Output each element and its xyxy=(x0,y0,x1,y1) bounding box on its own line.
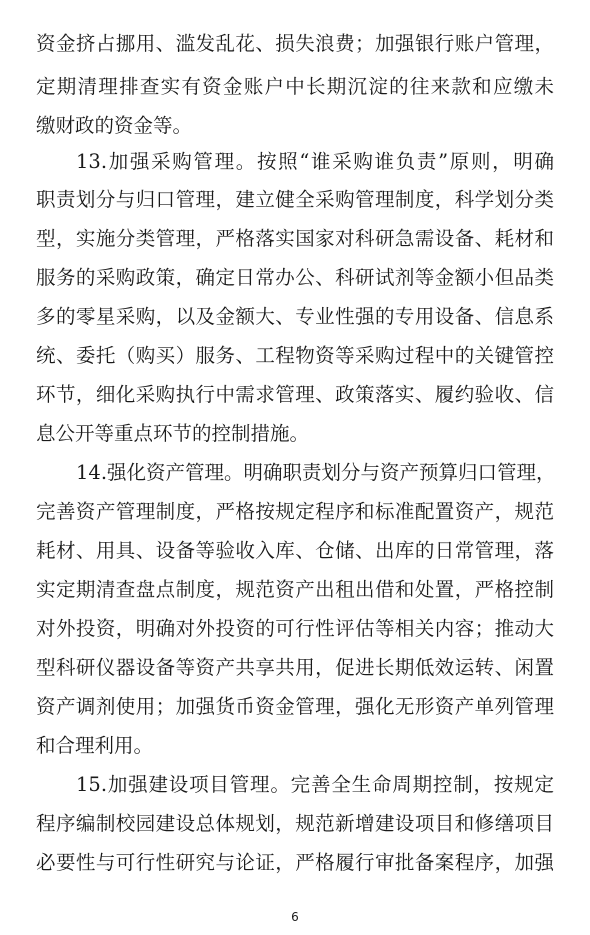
text-line: 缴财政的资金等。 xyxy=(36,114,193,137)
text-line: 环节，细化采购执行中需求管理、政策落实、履约验收、信 xyxy=(36,383,554,406)
text-line: 完善资产管理制度，严格按规定程序和标准配置资产，规范 xyxy=(36,500,554,523)
paragraph-heading-15: 15.加强建设项目管理。完善全生命周期控制，按规定 xyxy=(76,773,554,796)
text-line: 息公开等重点环节的控制措施。 xyxy=(36,422,310,445)
text-line: 耗材、用具、设备等验收入库、仓储、出库的日常管理，落 xyxy=(36,539,554,562)
text-line: 定期清理排查实有资金账户中长期沉淀的往来款和应缴未 xyxy=(36,75,554,98)
text-line: 对外投资，明确对外投资的可行性评估等相关内容；推动大 xyxy=(36,617,554,640)
text-line: 资产调剂使用；加强货币资金管理，强化无形资产单列管理 xyxy=(36,695,554,718)
text-line: 多的零星采购，以及金额大、专业性强的专用设备、信息系 xyxy=(36,305,554,328)
text-line: 型，实施分类管理，严格落实国家对科研急需设备、耗材和 xyxy=(36,227,554,250)
text-line: 型科研仪器设备等资产共享共用，促进长期低效运转、闲置 xyxy=(36,656,554,679)
page-number: 6 xyxy=(291,910,299,924)
text-line: 职责划分与归口管理，建立健全采购管理制度，科学划分类 xyxy=(36,188,554,211)
text-line: 必要性与可行性研究与论证，严格履行审批备案程序，加强 xyxy=(36,851,554,874)
text-line: 和合理利用。 xyxy=(36,734,154,757)
text-line: 统、委托（购买）服务、工程物资等采购过程中的关键管控 xyxy=(36,344,554,367)
paragraph-heading-13: 13.加强采购管理。按照“谁采购谁负责”原则，明确 xyxy=(76,150,554,173)
text-line: 资金挤占挪用、滥发乱花、损失浪费；加强银行账户管理， xyxy=(36,32,554,55)
text-line: 服务的采购政策，确定日常办公、科研试剂等金额小但品类 xyxy=(36,266,554,289)
paragraph-heading-14: 14.强化资产管理。明确职责划分与资产预算归口管理， xyxy=(76,461,556,484)
text-line: 实定期清查盘点制度，规范资产出租出借和处置，严格控制 xyxy=(36,578,554,601)
text-line: 程序编制校园建设总体规划，规范新增建设项目和修缮项目 xyxy=(36,812,554,835)
